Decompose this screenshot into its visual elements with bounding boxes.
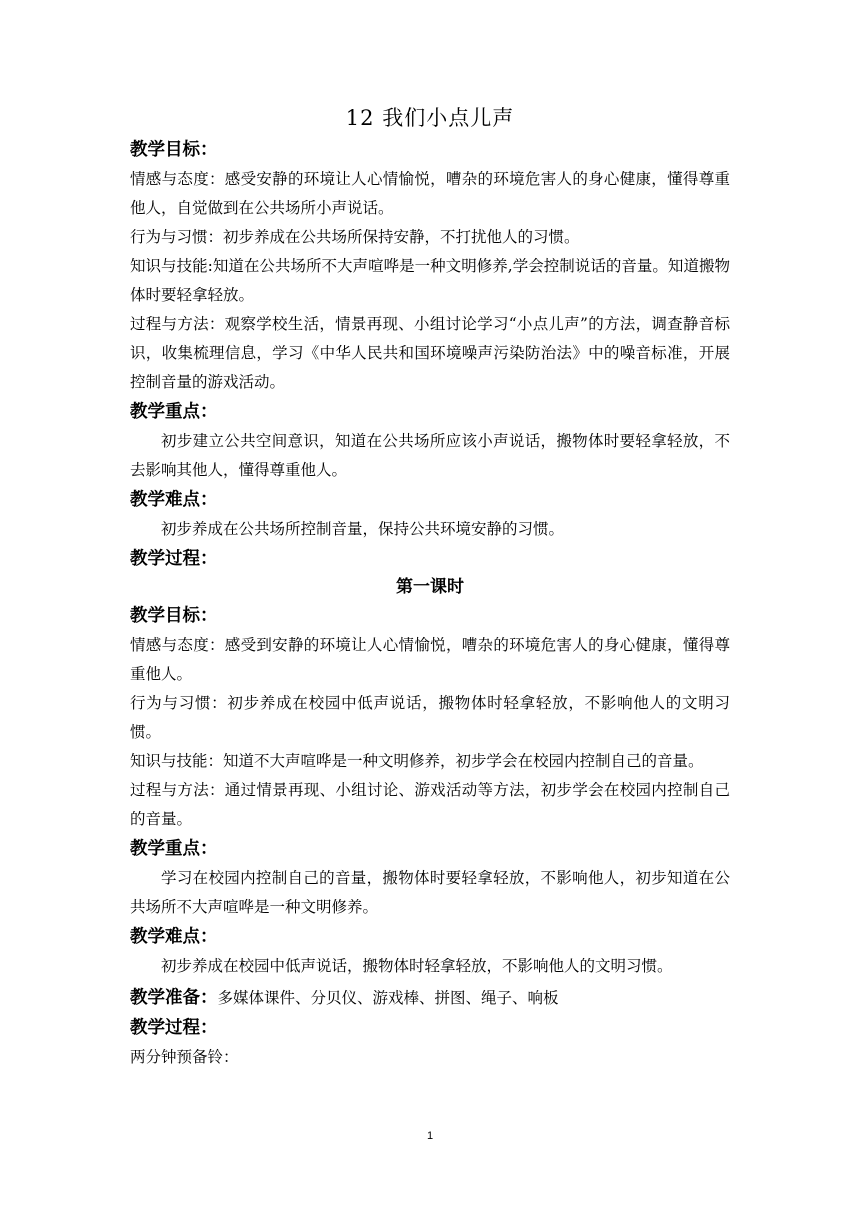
- lesson-preparation: [130, 983, 730, 1013]
- section-heading-process: 教学过程：: [130, 549, 218, 569]
- lesson-heading: 第一课时: [396, 577, 464, 597]
- lesson-heading-key-points: 教学重点：: [130, 839, 218, 859]
- lesson-key-points: 学习在校园内控制自己的音量，搬物体时要轻拿轻放，不影响他人，初步知道在公共场所不大声喧哗是一种文明修养。: [130, 869, 730, 916]
- page-number: 1: [426, 1130, 434, 1142]
- lesson-heading-process: 教学过程：: [130, 1018, 218, 1038]
- lesson-goal-skills: 知识与技能：知道不大声喧哗是一种文明修养，初步学会在校园内控制自己的音量。: [130, 752, 704, 770]
- paragraph-goal-skills: 知识与技能:知道在公共场所不大声喧哗是一种文明修养,学会控制说话的音量。知道搬物体时要轻拿轻放。: [130, 257, 730, 304]
- lesson-goal-attitude: 情感与态度：感受到安静的环境让人心情愉悦，嘈杂的环境危害人的身心健康，懂得尊重他人。: [130, 636, 730, 683]
- document-title: 12 我们小点儿声: [345, 106, 515, 130]
- paragraph-goal-attitude: 情感与态度：感受安静的环境让人心情愉悦，嘈杂的环境危害人的身心健康，懂得尊重他人，自觉做到在公共场所小声说话。: [130, 170, 730, 217]
- lesson-warmup: 两分钟预备铃：: [130, 1048, 239, 1066]
- paragraph-difficulties: 初步养成在公共场所控制音量，保持公共环境安静的习惯。: [161, 520, 565, 538]
- document-body: [130, 102, 730, 1072]
- lesson-difficulties: 初步养成在校园中低声说话，搬物体时轻拿轻放，不影响他人的文明习惯。: [161, 957, 673, 975]
- lesson-goal-methods: 过程与方法：通过情景再现、小组讨论、游戏活动等方法，初步学会在校园内控制自己的音量。: [130, 781, 730, 828]
- paragraph-key-points: 初步建立公共空间意识，知道在公共场所应该小声说话，搬物体时要轻拿轻放，不去影响其他人，懂得尊重他人。: [130, 432, 730, 479]
- lesson-heading-goals: 教学目标：: [130, 606, 218, 626]
- section-heading-key-points: 教学重点：: [130, 402, 218, 422]
- lesson-preparation-label: 教学准备：: [130, 988, 218, 1008]
- lesson-heading-difficulties: 教学难点：: [130, 927, 218, 947]
- section-heading-difficulties: 教学难点：: [130, 490, 218, 510]
- paragraph-goal-methods: 过程与方法：观察学校生活，情景再现、小组讨论学习“小点儿声”的方法，调查静音标识，收集梳理信息，学习《中华人民共和国环境噪声污染防治法》中的噪音标准，开展控制音量的游戏活动。: [130, 315, 730, 391]
- section-heading-goals: 教学目标：: [130, 140, 218, 160]
- paragraph-goal-behavior: 行为与习惯：初步养成在公共场所保持安静，不打扰他人的习惯。: [130, 228, 580, 246]
- lesson-preparation-items: 多媒体课件、分贝仪、游戏棒、拼图、绳子、响板: [217, 989, 559, 1007]
- lesson-goal-behavior: 行为与习惯：初步养成在校园中低声说话，搬物体时轻拿轻放，不影响他人的文明习惯。: [130, 694, 730, 741]
